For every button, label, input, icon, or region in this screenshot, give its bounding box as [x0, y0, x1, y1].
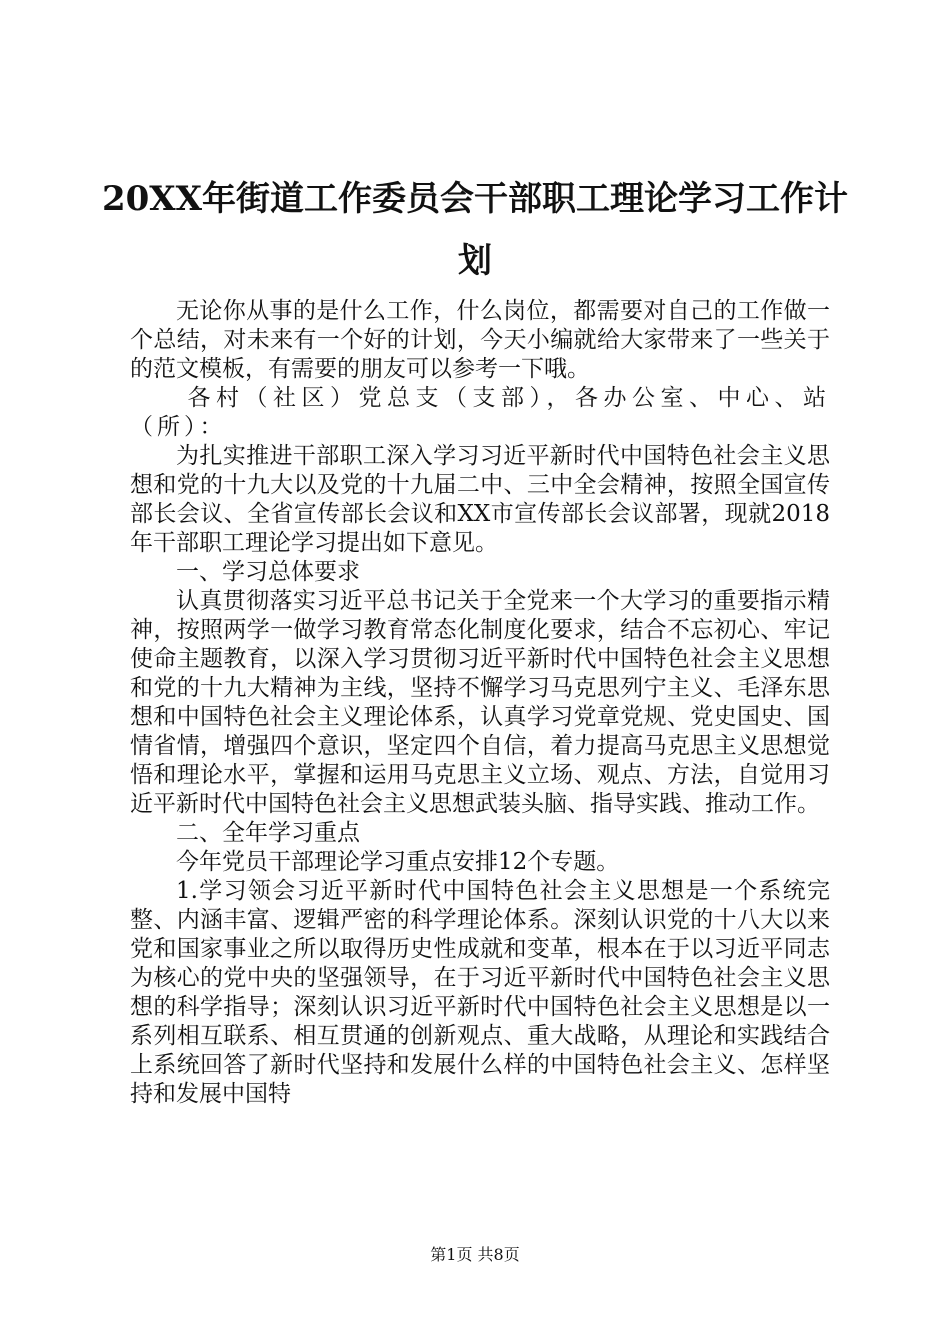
document-title: 20XX年街道工作委员会干部职工理论学习工作计划: [101, 179, 849, 281]
salutation-paragraph: 各村（社区）党总支（支部），各办公室、中心、站（所）：: [130, 385, 830, 440]
intro-paragraph: 无论你从事的是什么工作，什么岗位，都需要对自己的工作做一个总结，对未来有一个好的计划，今天小编就给大家带来了一些关于的范文模板，有需要的朋友可以参考一下哦。: [130, 298, 830, 382]
section-heading-1: 一、学习总体要求: [176, 559, 360, 585]
requirements-paragraph: 认真贯彻落实习近平总书记关于全党来一个大学习的重要指示精神，按照两学一做学习教育常态化制度化要求，结合不忘初心、牢记使命主题教育，以深入学习贯彻习近平新时代中国特色社会主义思想和党的十九大精神为主线，坚持不懈学习马克思列宁主义、毛泽东思想和中国特色社会主义理论体系，认真学习党章党规、党史国史、国情省情，增强四个意识，坚定四个自信，着力提高马克思主义思想觉悟和理论水平，掌握和运用马克思主义立场、观点、方法，自觉用习近平新时代中国特色社会主义思想武装头脑、指导实践、推动工作。: [130, 588, 830, 817]
section-heading-2: 二、全年学习重点: [176, 820, 360, 846]
topics-summary-paragraph: 今年党员干部理论学习重点安排12个专题。: [176, 849, 620, 875]
page-number-footer: 第1页 共8页: [430, 1245, 520, 1264]
document-body: [130, 297, 830, 1109]
purpose-paragraph: 为扎实推进干部职工深入学习习近平新时代中国特色社会主义思想和党的十九大以及党的十九届二中、三中全会精神，按照全国宣传部长会议、全省宣传部长会议和XX市宣传部长会议部署，现就2018年干部职工理论学习提出如下意见。: [130, 443, 830, 556]
topic-1-paragraph: 1.学习领会习近平新时代中国特色社会主义思想是一个系统完整、内涵丰富、逻辑严密的科学理论体系。深刻认识党的十八大以来党和国家事业之所以取得历史性成就和变革，根本在于以习近平同志为核心的党中央的坚强领导，在于习近平新时代中国特色社会主义思想的科学指导；深刻认识习近平新时代中国特色社会主义思想是以一系列相互联系、相互贯通的创新观点、重大战略，从理论和实践结合上系统回答了新时代坚持和发展什么样的中国特色社会主义、怎样坚持和发展中国特: [130, 878, 830, 1107]
